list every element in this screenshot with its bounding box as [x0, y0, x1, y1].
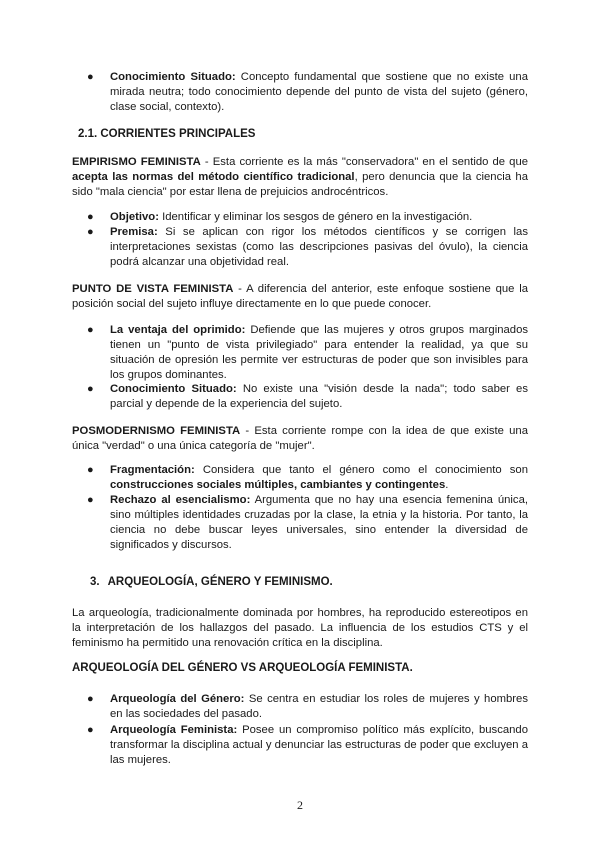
bullet-text: .: [445, 479, 449, 491]
bullet-text: Identificar y eliminar los sesgos de género en la investigación.: [158, 211, 473, 223]
bullet-text: Defiende que las mujeres y otros grupos marginados tienen un "punto de vista privilegiado" para entender la realidad, ya que su situación de opresión les permite ver estructuras de poder que son invisibles para los grupos dominantes.: [110, 324, 528, 381]
bullet-text: Concepto fundamental que sostiene que no existe una mirada neutra; todo conocimiento depende del punto de vista del sujeto (género, clase social, contexto).: [110, 71, 528, 113]
bullet-icon: ●: [87, 464, 94, 476]
section-heading: 2.1. CORRIENTES PRINCIPALES: [78, 128, 256, 140]
bullet-term: Conocimiento Situado:: [110, 383, 237, 395]
bullet-text: No existe una "visión desde la nada"; todo saber es parcial y depende de la experiencia del sujeto.: [110, 383, 528, 410]
bullet-term: Rechazo al esencialismo:: [110, 494, 251, 506]
paragraph-title: POSMODERNISMO FEMINISTA: [72, 425, 241, 437]
bullet-term: Premisa:: [110, 226, 158, 238]
section-title: ARQUEOLOGÍA, GÉNERO Y FEMINISMO.: [107, 576, 333, 588]
bullet-icon: ●: [87, 324, 94, 336]
bullet-text: Argumenta que no hay una esencia femenina única, sino múltiples identidades cruzadas por la clase, la etnia y la historia. Por tanto, la ciencia no debe buscar leyes universales, sino entender la diversidad de significados y discursos.: [110, 494, 528, 551]
paragraph-text: - Esta corriente rompe con la idea de que existe una única "verdad" o una única categoría de "mujer".: [72, 425, 528, 452]
section-heading: [90, 576, 333, 588]
bullet-icon: ●: [87, 724, 94, 736]
page-number: 2: [297, 798, 303, 812]
bullet-term: Conocimiento Situado:: [110, 71, 236, 83]
paragraph-text: - Esta corriente es la más "conservadora" en el sentido de que: [200, 156, 529, 168]
bullet-term: Arqueología Feminista:: [110, 724, 238, 736]
bullet-text: Posee un compromiso político más explícito, buscando transformar la disciplina actual y denunciar las estructuras de poder que excluyen a las mujeres.: [110, 724, 528, 766]
paragraph-bold: acepta las normas del método científico tradicional: [72, 171, 355, 183]
bullet-term: La ventaja del oprimido:: [110, 324, 246, 336]
bullet-bold: construcciones sociales múltiples, cambiantes y contingentes: [110, 479, 446, 491]
bullet-icon: ●: [87, 383, 94, 395]
paragraph-punto-vista: [72, 282, 528, 312]
section-heading: ARQUEOLOGÍA DEL GÉNERO VS ARQUEOLOGÍA FEMINISTA.: [72, 662, 413, 674]
paragraph-empirismo: [72, 155, 528, 200]
bullet-text: Si se aplican con rigor los métodos científicos y se corrigen las interpretaciones sexistas (como las descripciones pasivas del óvulo), la ciencia podrá alcanzar una objetividad real.: [110, 226, 528, 268]
bullet-term: Arqueología del Género:: [110, 693, 245, 705]
paragraph-text: - A diferencia del anterior, este enfoque sostiene que la posición social del sujeto influye directamente en lo que puede conocer.: [72, 283, 528, 310]
bullet-icon: ●: [87, 693, 94, 705]
bullet-text: Considera que tanto el género como el conocimiento son: [194, 464, 528, 476]
bullet-term: Objetivo:: [110, 211, 159, 223]
bullet-text: Se centra en estudiar los roles de mujeres y hombres en las sociedades del pasado.: [110, 693, 528, 720]
bullet-icon: ●: [87, 494, 94, 506]
bullet-icon: ●: [87, 71, 94, 83]
bullet-icon: ●: [87, 226, 94, 238]
bullet-icon: ●: [87, 211, 94, 223]
paragraph-section-3: La arqueología, tradicionalmente dominada por hombres, ha reproducido estereotipos en la interpretación de los hallazgos del pasado. La influencia de los estudios CTS y el feminismo ha permitido una renovación crítica en la disciplina.: [72, 607, 528, 649]
paragraph-text: , pero denuncia que la ciencia ha sido "mala ciencia" por estar llena de prejuicios androcéntricos.: [72, 171, 528, 198]
bullet-term: Fragmentación:: [110, 464, 195, 476]
paragraph-posmodernismo: [72, 424, 528, 454]
paragraph-title: EMPIRISMO FEMINISTA: [72, 156, 201, 168]
paragraph-title: PUNTO DE VISTA FEMINISTA: [72, 283, 234, 295]
section-number: 3.: [90, 576, 100, 588]
